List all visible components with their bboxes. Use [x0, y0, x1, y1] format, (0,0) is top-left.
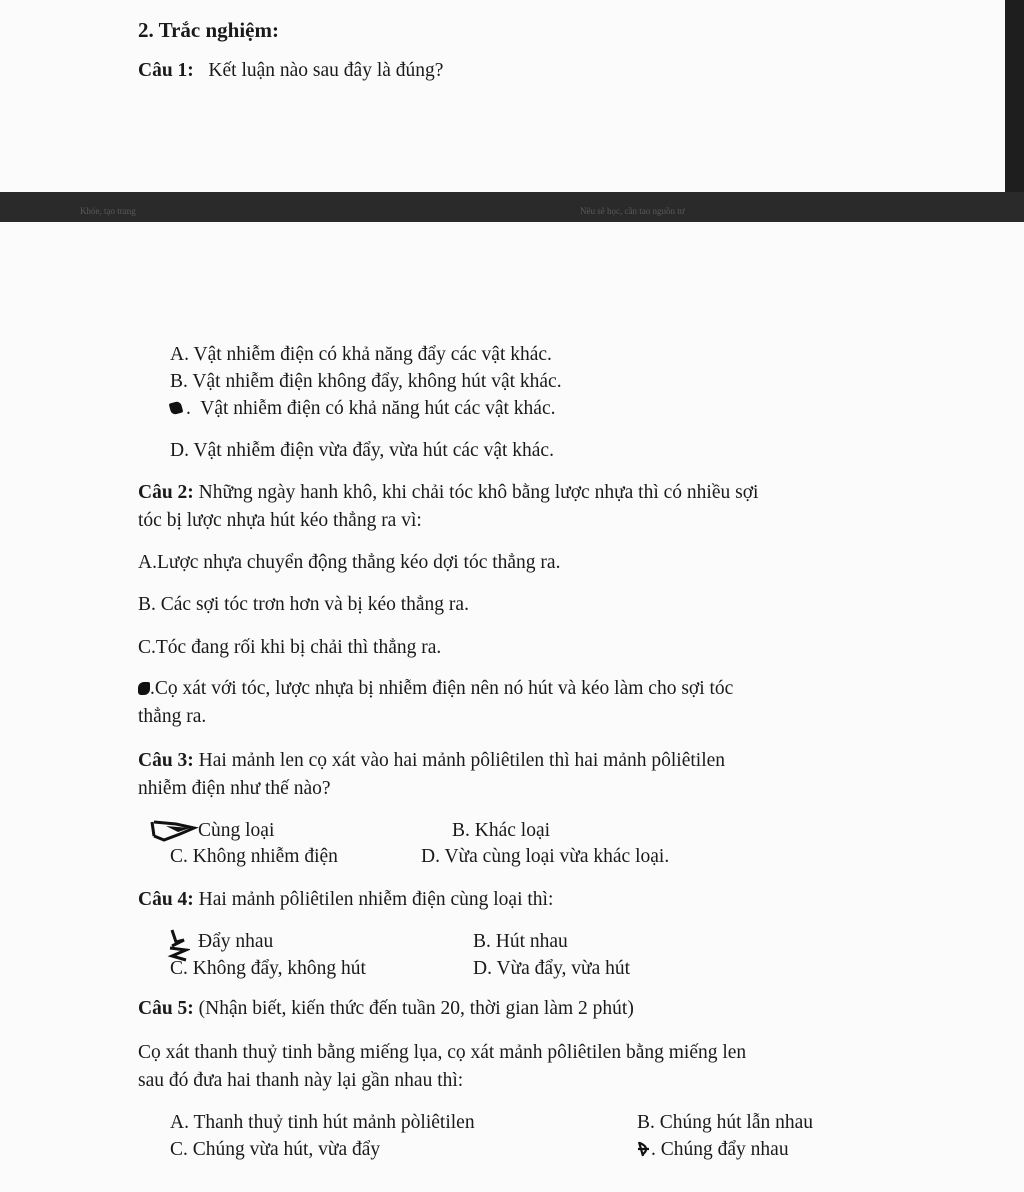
question-2-label: Câu 2:: [138, 482, 194, 503]
question-2: Câu 2: Những ngày hanh khô, khi chải tóc khô bằng lược nhựa thì có nhiều sợi: [138, 482, 759, 503]
answer-mark-icon: [637, 1140, 651, 1158]
q3-option-d: D. Vừa cùng loại vừa khác loại.: [421, 846, 670, 867]
q3-option-a: Cùng loại: [198, 820, 275, 841]
question-1-label: Câu 1:: [138, 60, 194, 81]
q4-option-b: B. Hút nhau: [473, 931, 568, 952]
question-3-line2: nhiễm điện như thế nào?: [138, 778, 331, 799]
page-gap: [0, 192, 1024, 222]
q1-option-b: B. Vật nhiễm điện không đẩy, không hút vật khác.: [170, 371, 562, 392]
q2-option-d-cont: thẳng ra.: [138, 706, 207, 727]
question-5-line1: Cọ xát thanh thuỷ tinh bằng miếng lụa, cọ xát mảnh pôliêtilen bằng miếng len: [138, 1042, 747, 1063]
q2-option-d: .Cọ xát với tóc, lược nhựa bị nhiễm điện nên nó hút và kéo làm cho sợi tóc: [138, 678, 733, 700]
q4-option-a: Đẩy nhau: [198, 931, 274, 952]
q3-option-c: C. Không nhiễm điện: [170, 846, 338, 867]
question-3: Câu 3: Hai mảnh len cọ xát vào hai mảnh pôliêtilen thì hai mảnh pôliêtilen: [138, 750, 726, 771]
q5-option-d: . Chúng đẩy nhau: [637, 1139, 789, 1161]
question-1-text: Kết luận nào sau đây là đúng?: [208, 60, 444, 81]
q2-option-c: C.Tóc đang rối khi bị chải thì thẳng ra.: [138, 637, 442, 658]
document-page-1: [0, 0, 1005, 192]
gap-text-left: Khóe, tạo trang: [80, 206, 136, 216]
q2-option-b: B. Các sợi tóc trơn hơn và bị kéo thẳng ra.: [138, 594, 469, 615]
answer-mark-icon: [166, 928, 190, 962]
q4-option-d: D. Vừa đẩy, vừa hút: [473, 958, 631, 979]
question-4-label: Câu 4:: [138, 889, 194, 910]
question-1: [138, 60, 443, 82]
q1-option-c: . Vật nhiễm điện có khả năng hút các vật khác.: [170, 398, 555, 420]
q1-option-a: A. Vật nhiễm điện có khả năng đẩy các vật khác.: [170, 344, 552, 365]
q2-option-a: A.Lược nhựa chuyển động thẳng kéo dợi tóc thẳng ra.: [138, 552, 561, 573]
gap-text-right: Nêu sẽ học, cần tao nguồn tư: [580, 206, 685, 216]
answer-mark-icon: [138, 682, 150, 695]
question-5-line2: sau đó đưa hai thanh này lại gần nhau thì:: [138, 1070, 464, 1091]
q1-option-d: D. Vật nhiễm điện vừa đẩy, vừa hút các vật khác.: [170, 440, 554, 461]
question-5: Câu 5: (Nhận biết, kiến thức đến tuần 20, thời gian làm 2 phút): [138, 998, 634, 1019]
section-title: 2. Trắc nghiệm:: [138, 18, 279, 42]
q4-option-c: C. Không đẩy, không hút: [170, 958, 366, 979]
document-page-2: [0, 222, 1024, 1192]
q5-option-c: C. Chúng vừa hút, vừa đẩy: [170, 1139, 381, 1160]
q3-option-b: B. Khác loại: [452, 820, 551, 841]
q5-option-b: B. Chúng hút lẫn nhau: [637, 1112, 814, 1133]
q5-option-a: A. Thanh thuỷ tinh hút mảnh pòliêtilen: [170, 1112, 475, 1133]
answer-mark-icon: [150, 818, 200, 844]
question-2-line2: tóc bị lược nhựa hút kéo thẳng ra vì:: [138, 510, 422, 531]
answer-mark-icon: [169, 401, 184, 416]
question-3-label: Câu 3:: [138, 750, 194, 771]
question-5-label: Câu 5:: [138, 998, 194, 1019]
question-4: Câu 4: Hai mảnh pôliêtilen nhiễm điện cùng loại thì:: [138, 889, 554, 910]
